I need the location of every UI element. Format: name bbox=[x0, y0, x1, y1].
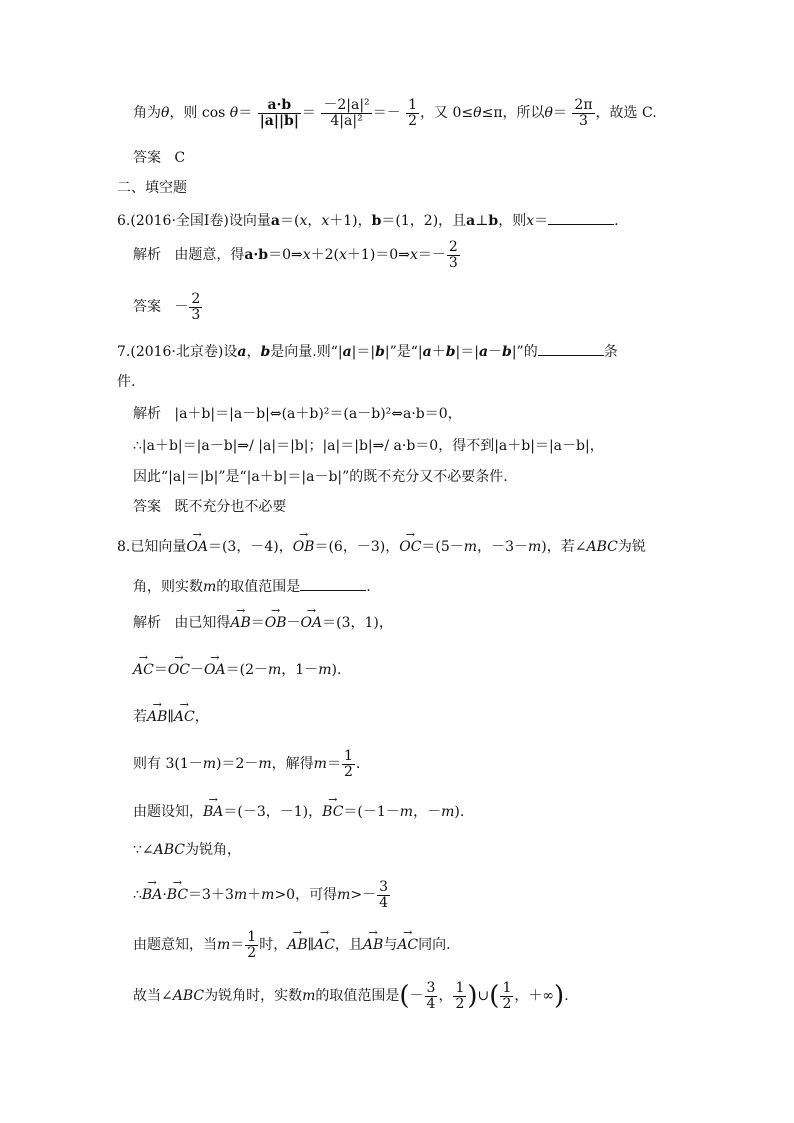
q6-question: 6.(2016·全国Ⅰ卷)设向量a＝(x，x＋1)，b＝(1，2)，且a⊥b，则x＝ . bbox=[117, 213, 619, 229]
q5-answer: 答案 C bbox=[133, 150, 186, 166]
answer-blank bbox=[548, 212, 614, 225]
fraction: $\frac{1}{2}$ bbox=[343, 748, 353, 780]
q8-solution-2: → AC＝→ OC－→ OA＝(2－m，1－m). bbox=[133, 663, 341, 677]
q8-solution-1: 解析 由已知得→ AB＝→ OB－→ OA＝(3，1)， bbox=[133, 616, 393, 630]
fraction: $\frac{\text{－2|a|²}}{\text{4|a|²}}$ bbox=[323, 97, 370, 129]
q8-solution-7: ∴→ BA·→ BC＝3＋3m＋m>0，可得m>－ $\frac{3}{4}$ bbox=[133, 880, 391, 910]
q7-question-cont: 件. bbox=[117, 374, 136, 390]
q8-solution-6: ∵∠ABC为锐角， bbox=[133, 842, 242, 858]
fraction: $\frac{1}{2}$ bbox=[408, 97, 418, 129]
section-title: 二、填空题 bbox=[117, 180, 187, 196]
fraction: $\frac{3}{4}$ bbox=[426, 980, 436, 1012]
fraction: $\frac{2}{3}$ bbox=[191, 291, 201, 323]
fraction: $\frac{1}{2}$ bbox=[502, 980, 512, 1012]
q7-question: 7.(2016·北京卷)设a，b是向量.则“|a|＝|b|”是“|a＋b|＝|a－b|”的 条 bbox=[117, 344, 618, 360]
answer-blank bbox=[538, 343, 604, 356]
q5-solution-line: 角为θ，则 cos θ＝ $\frac{a\cdot b}{|a||b|}$ ＝ $\frac{\text{－2|a|²}}{\text{4|a|²}}$ ＝－ $\frac{1}{2}$ ，又 0≤θ≤π，所以θ＝ $\frac{2\pi}{3}$ ，故选 C. bbox=[133, 97, 657, 129]
q8-question: 8.已知向量→ OA＝(3，－4)，→ OB＝(6，－3)，→ OC＝(5－m，－3－m)，若∠ABC为锐 bbox=[117, 540, 646, 554]
q6-solution: 解析 由题意，得a·b＝0⇒x＋2(x＋1)＝0⇒x＝－ $\frac{2}{3}$ bbox=[133, 239, 458, 271]
q8-solution-4: 则有 3(1－m)＝2－m，解得m＝ $\frac{1}{2}$ . bbox=[133, 748, 361, 780]
fraction: $\frac{1}{2}$ bbox=[455, 980, 465, 1012]
q6-answer: 答案 － $\frac{2}{3}$ bbox=[133, 291, 201, 323]
q8-solution-5: 由题设知，→ BA＝(－3，－1)，→ BC＝(－1－m，－m). bbox=[133, 805, 464, 819]
fraction: $\frac{1}{2}$ bbox=[247, 929, 257, 961]
q8-conclusion: 故当∠ABC为锐角时，实数m的取值范围是(－ $\frac{3}{4}$ ， $\frac{1}{2}$ )∪( $\frac{1}{2}$ ，＋∞). bbox=[133, 980, 569, 1012]
q8-solution-3: 若→ AB∥→ AC， bbox=[133, 710, 209, 724]
fraction: $\frac{2\pi}{3}$ bbox=[574, 97, 593, 129]
fraction: $\frac{3}{4}$ bbox=[379, 879, 389, 911]
fraction: $\frac{2}{3}$ bbox=[448, 239, 458, 271]
q8-solution-8: 由题意知，当m＝ $\frac{1}{2}$ 时，→ AB∥→ AC，且→ AB与→ AC同向. bbox=[133, 930, 451, 960]
q7-solution-3: 因此“|a|＝|b|”是“|a＋b|＝|a－b|”的既不充分又不必要条件. bbox=[133, 469, 508, 485]
answer-blank bbox=[300, 578, 366, 591]
q7-solution-1: 解析 |a＋b|＝|a－b|⇔(a＋b)²＝(a－b)²⇔a·b＝0， bbox=[133, 406, 462, 422]
q7-solution-2: ∴|a＋b|＝|a－b|⇒/ |a|＝|b|；|a|＝|b|⇒/ a·b＝0，得不到|a＋b|＝|a－b|， bbox=[133, 438, 604, 454]
q7-answer: 答案 既不充分也不必要 bbox=[133, 499, 287, 515]
q8-question-cont: 角，则实数m的取值范围是 . bbox=[133, 579, 371, 595]
fraction: $\frac{a\cdot b}{|a||b|}$ bbox=[259, 97, 299, 129]
